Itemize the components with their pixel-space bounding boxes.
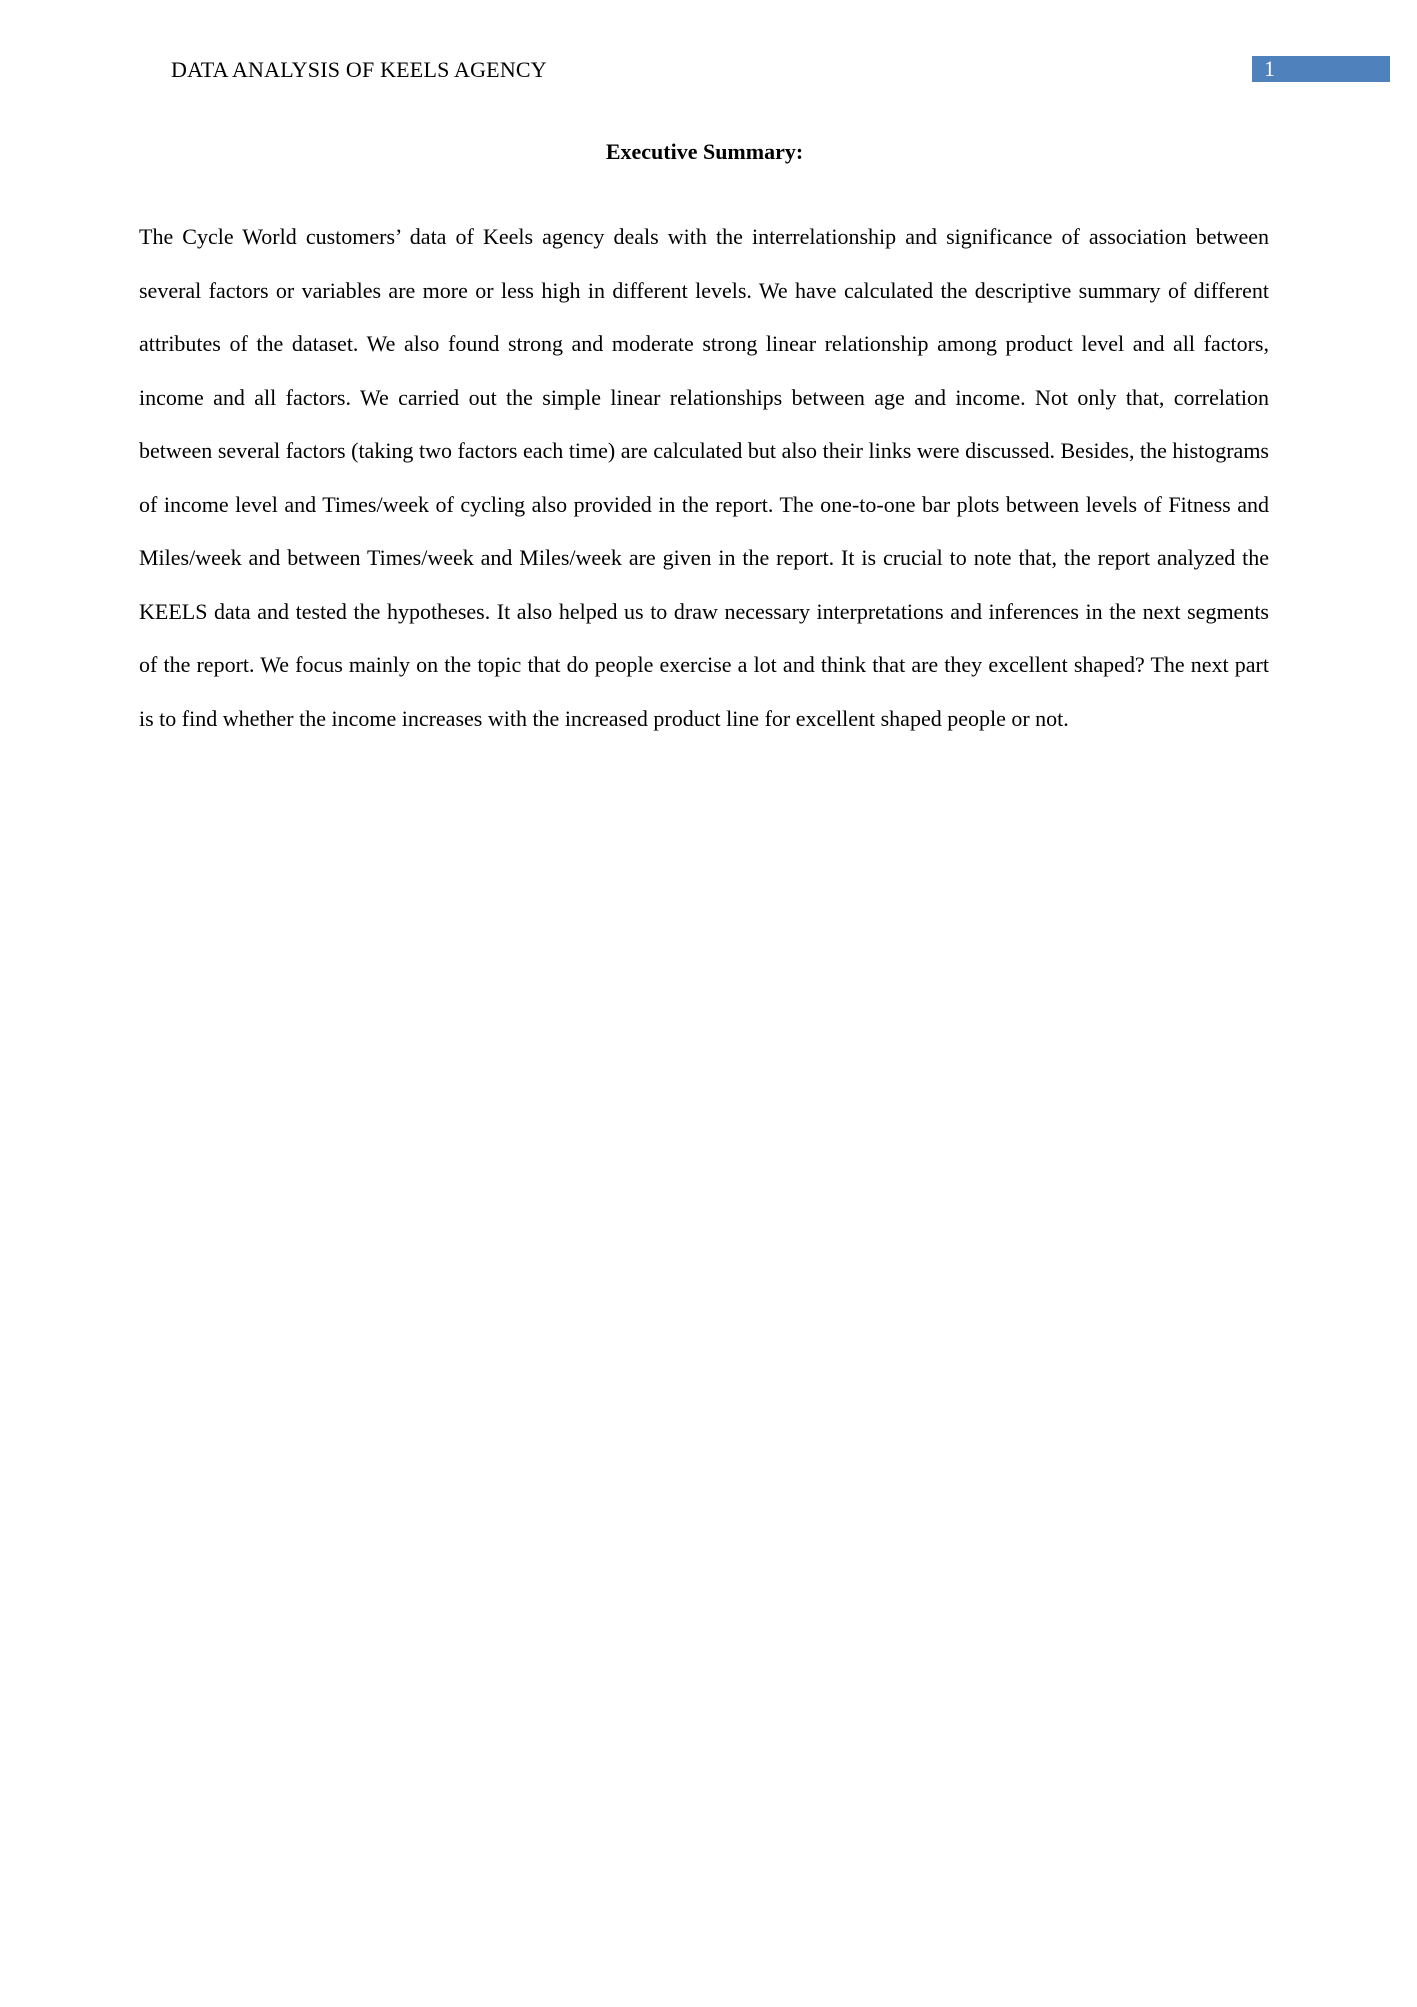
page-number-badge [1252, 56, 1390, 82]
executive-summary-paragraph: The Cycle World customers’ data of Keels agency deals with the interrelationship and significance of association between several factors or variables are more or less high in different levels. We have calculated the descriptive summary of different attributes of the dataset. We also found strong and moderate strong linear relationship among product level and all factors, income and all factors. We carried out the simple linear relationships between age and income. Not only that, correlation between several factors (taking two factors each time) are calculated but also their links were discussed. Besides, the histograms of income level and Times/week of cycling also provided in the report. The one-to-one bar plots between levels of Fitness and Miles/week and between Times/week and Miles/week are given in the report. It is crucial to note that, the report analyzed the KEELS data and tested the hypotheses. It also helped us to draw necessary interpretations and inferences in the next segments of the report. We focus mainly on the topic that do people exercise a lot and think that are they excellent shaped? The next part is to find whether the income increases with the increased product line for excellent shaped people or not. [139, 224, 1269, 731]
section-title: Executive Summary: [605, 139, 804, 164]
running-head: DATA ANALYSIS OF KEELS AGENCY [171, 57, 547, 82]
page-number: 1 [1264, 56, 1275, 81]
